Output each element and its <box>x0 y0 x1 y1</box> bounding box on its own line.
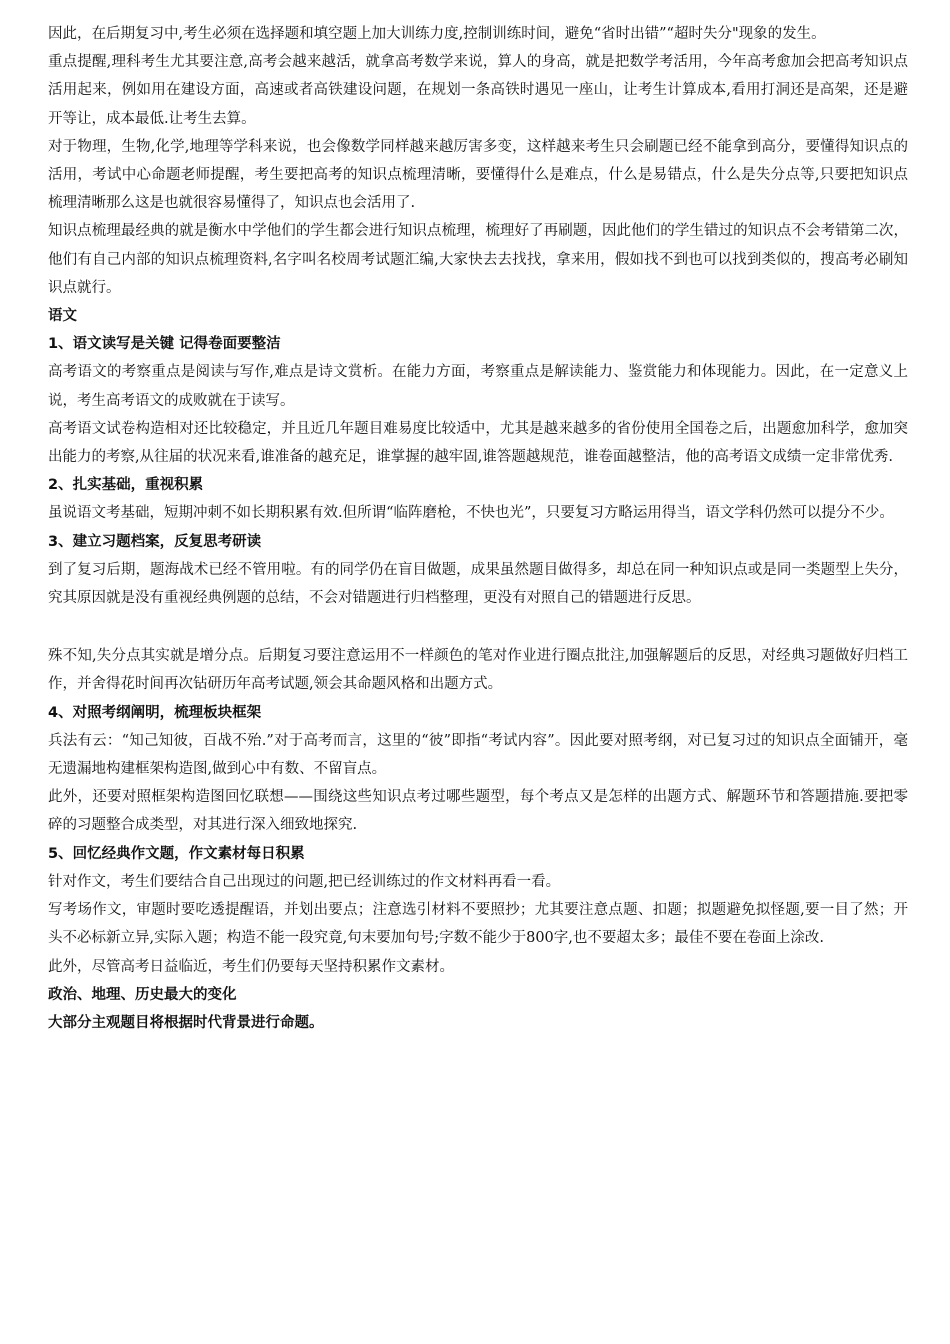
paragraph-foundation: 虽说语文考基础，短期冲刺不如长期积累有效.但所谓“临阵磨枪，不快也光”，只要复习方略运用得当，语文学科仍然可以提分不少。 <box>48 505 894 522</box>
paragraph-key-reminder: 重点提醒,理科考生尤其要注意,高考会越来越活，就拿高考数学来说，算人的身高，就是把数学考活用，今年高考愈加会把高考知识点活用起来，例如用在建设方面，高速或者高铁建设问题，在规划一条高铁时遇见一座山，让考生计算成本,看用打洞还是高架，还是避开等让，成本最低.让考生去算。 <box>48 54 908 127</box>
paragraph-science-subjects: 对于物理，生物,化学,地理等学科来说，也会像数学同样越来越厉害多变，这样越来考生只会刷题已经不能拿到高分，要懂得知识点的活用，考试中心命题老师提醒，考生要把高考的知识点梳理清晰，要懂得什么是难点，什么是易错点，什么是失分点等,只要把知识点梳理清晰那么这是也就很容易懂得了，知识点也会活用了. <box>48 138 908 212</box>
paragraph-framework: 此外，还要对照框架构造图回忆联想——围绕这些知识点考过哪些题型，每个考点又是怎样的出题方式、解题环节和答题措施.要把零碎的习题整合成类型，对其进行深入细致地探究. <box>48 789 908 834</box>
paragraph-humanities-change: 大部分主观题目将根据时代背景进行命题。 <box>48 1014 324 1031</box>
paragraph-review-strategy: 因此，在后期复习中,考生必须在选择题和填空题上加大训练力度,控制训练时间，避免“省时出错”“超时失分"现象的发生。 <box>48 26 826 42</box>
paragraph-lost-points: 殊不知,失分点其实就是增分点。后期复习要注意运用不一样颜色的笔对作业进行圈点批注,加强解题后的反思，对经典习题做好归档工作，并舍得花时间再次钻研历年高考试题,领会其命题风格和出题方式。 <box>48 648 908 693</box>
paragraph-essay-material: 此外，尽管高考日益临近，考生们仍要每天坚持积累作文素材。 <box>48 958 454 975</box>
paragraph-late-review: 到了复习后期，题海战术已经不管用啦。有的同学仍在盲目做题，成果虽然题目做得多，却总在同一种知识点或是同一类题型上失分，究其原因就是没有重视经典例题的总结，不会对错题进行归档整理，更没有对照自己的错题进行反思。 <box>48 561 908 607</box>
paragraph-chinese-focus: 高考语文的考察重点是阅读与写作,难点是诗文赏析。在能力方面，考察重点是解读能力、鉴赏能力和体现能力。因此，在一定意义上说，考生高考语文的成败就在于读写。 <box>48 364 908 409</box>
subheading-essay: 5、回忆经典作文题，作文素材每日积累 <box>48 845 305 862</box>
section-heading-chinese: 语文 <box>48 308 77 325</box>
paragraph-chinese-structure: 高考语文试卷构造相对还比较稳定，并且近几年题目难易度比较适中，尤其是越来越多的省份使用全国卷之后，出题愈加科学，愈加突出能力的考察,从往届的状况来看,谁准备的越充足，谁掌握的越牢固,谁答题越规范，谁卷面越整洁，他的高考语文成绩一定非常优秀. <box>48 420 908 466</box>
subheading-foundation: 2、扎实基础，重视积累 <box>48 477 204 494</box>
paragraph-knowledge-review: 知识点梳理最经典的就是衡水中学他们的学生都会进行知识点梳理，梳理好了再刷题，因此他们的学生错过的知识点不会考错第二次，他们有自己内部的知识点梳理资料,名字叫名校周考试题汇编,大家快去去找找，拿来用，假如找不到也可以找到类似的，搜高考必刷知识点就行。 <box>48 223 908 296</box>
subheading-reading-writing: 1、语文读写是关键 记得卷面要整洁 <box>48 336 281 353</box>
paragraph-essay-tips: 写考场作文，审题时要吃透提醒语，并划出要点；注意选引材料不要照抄；尤其要注意点题、扣题；拟题避免拟怪题,要一目了然；开头不必标新立异,实际入题；构造不能一段究竟,句末要加句号;字数不能少于800字,也不要超太多；最佳不要在卷面上涂改. <box>48 902 908 947</box>
blank-line <box>48 612 908 642</box>
subheading-exercise-archive: 3、建立习题档案，反复思考研读 <box>48 533 262 550</box>
section-heading-humanities: 政治、地理、历史最大的变化 <box>48 986 237 1003</box>
paragraph-essay-review: 针对作文，考生们要结合自己出现过的问题,把已经训练过的作文材料再看一看。 <box>48 873 561 890</box>
paragraph-syllabus: 兵法有云：“知己知彼，百战不殆.”对于高考而言，这里的“彼”即指“考试内容”。因此要对照考纲，对已复习过的知识点全面铺开，毫无遗漏地构建框架构造图,做到心中有数、不留盲点。 <box>48 732 908 778</box>
subheading-syllabus: 4、对照考纲阐明，梳理板块框架 <box>48 704 262 721</box>
